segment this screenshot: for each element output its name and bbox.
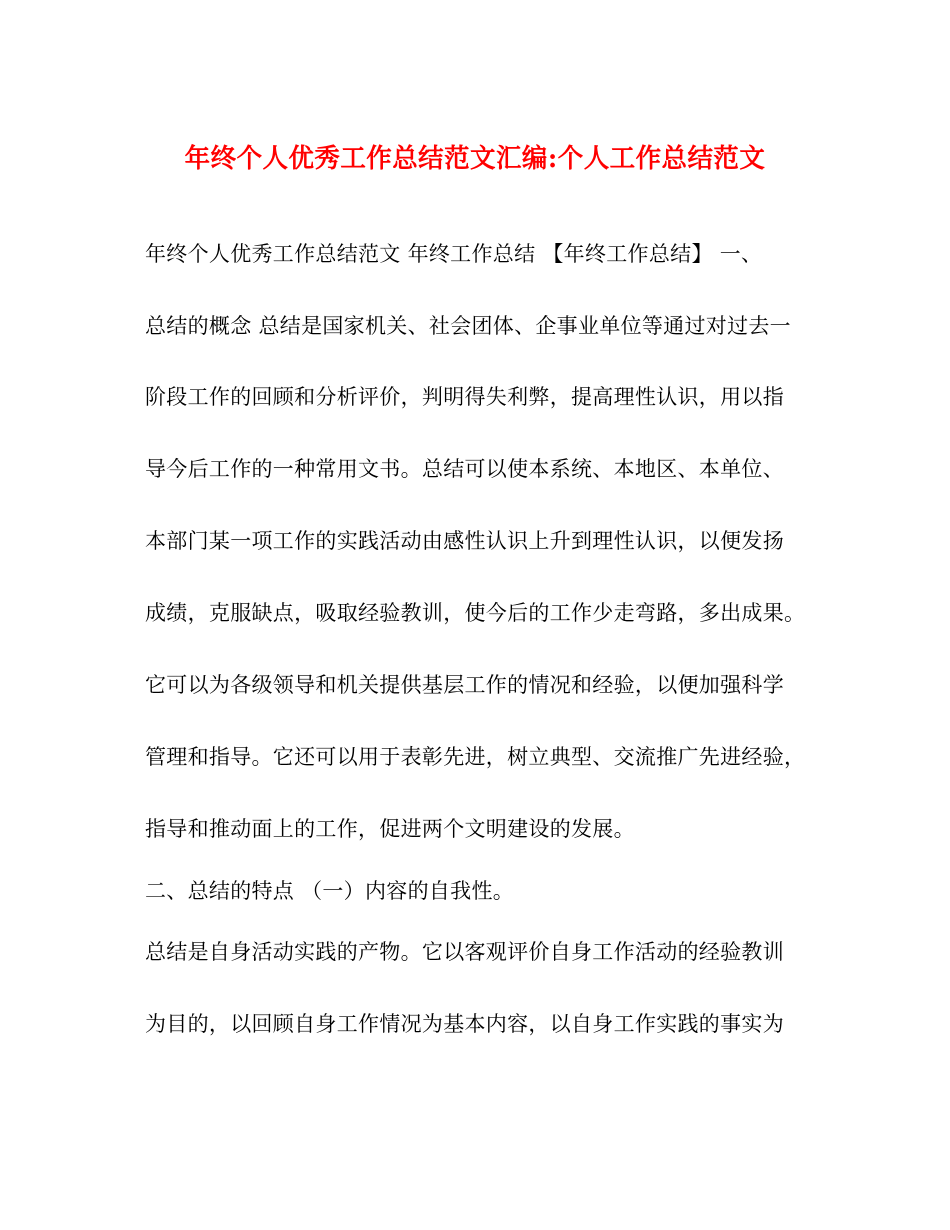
body-line-2: 总结的概念 总结是国家机关、社会团体、企事业单位等通过对过去一 (145, 314, 791, 338)
body-line-8: 管理和指导。它还可以用于表彰先进，树立典型、交流推广先进经验， (145, 745, 806, 769)
section-heading-line: 二、总结的特点 （一）内容的自我性。 (145, 879, 515, 903)
body-line-4: 导今后工作的一种常用文书。总结可以使本系统、本地区、本单位、 (145, 457, 784, 481)
body-line-1: 年终个人优秀工作总结范文 年终工作总结 【年终工作总结】 一、 (145, 242, 763, 266)
body-line-7: 它可以为各级领导和机关提供基层工作的情况和经验，以便加强科学 (145, 673, 784, 697)
body-line-6: 成绩，克服缺点，吸取经验教训，使今后的工作少走弯路，多出成果。 (145, 601, 806, 625)
body-line-9: 指导和推动面上的工作，促进两个文明建设的发展。 (145, 817, 635, 841)
body-line-3: 阶段工作的回顾和分析评价，判明得失利弊，提高理性认识，用以指 (145, 385, 784, 409)
body-line-11: 总结是自身活动实践的产物。它以客观评价自身工作活动的经验教训 (145, 940, 784, 964)
body-line-5: 本部门某一项工作的实践活动由感性认识上升到理性认识，以便发扬 (145, 529, 784, 553)
document-title: 年终个人优秀工作总结范文汇编:个人工作总结范文 (184, 144, 766, 174)
body-line-12: 为目的，以回顾自身工作情况为基本内容，以自身工作实践的事实为 (145, 1012, 784, 1036)
